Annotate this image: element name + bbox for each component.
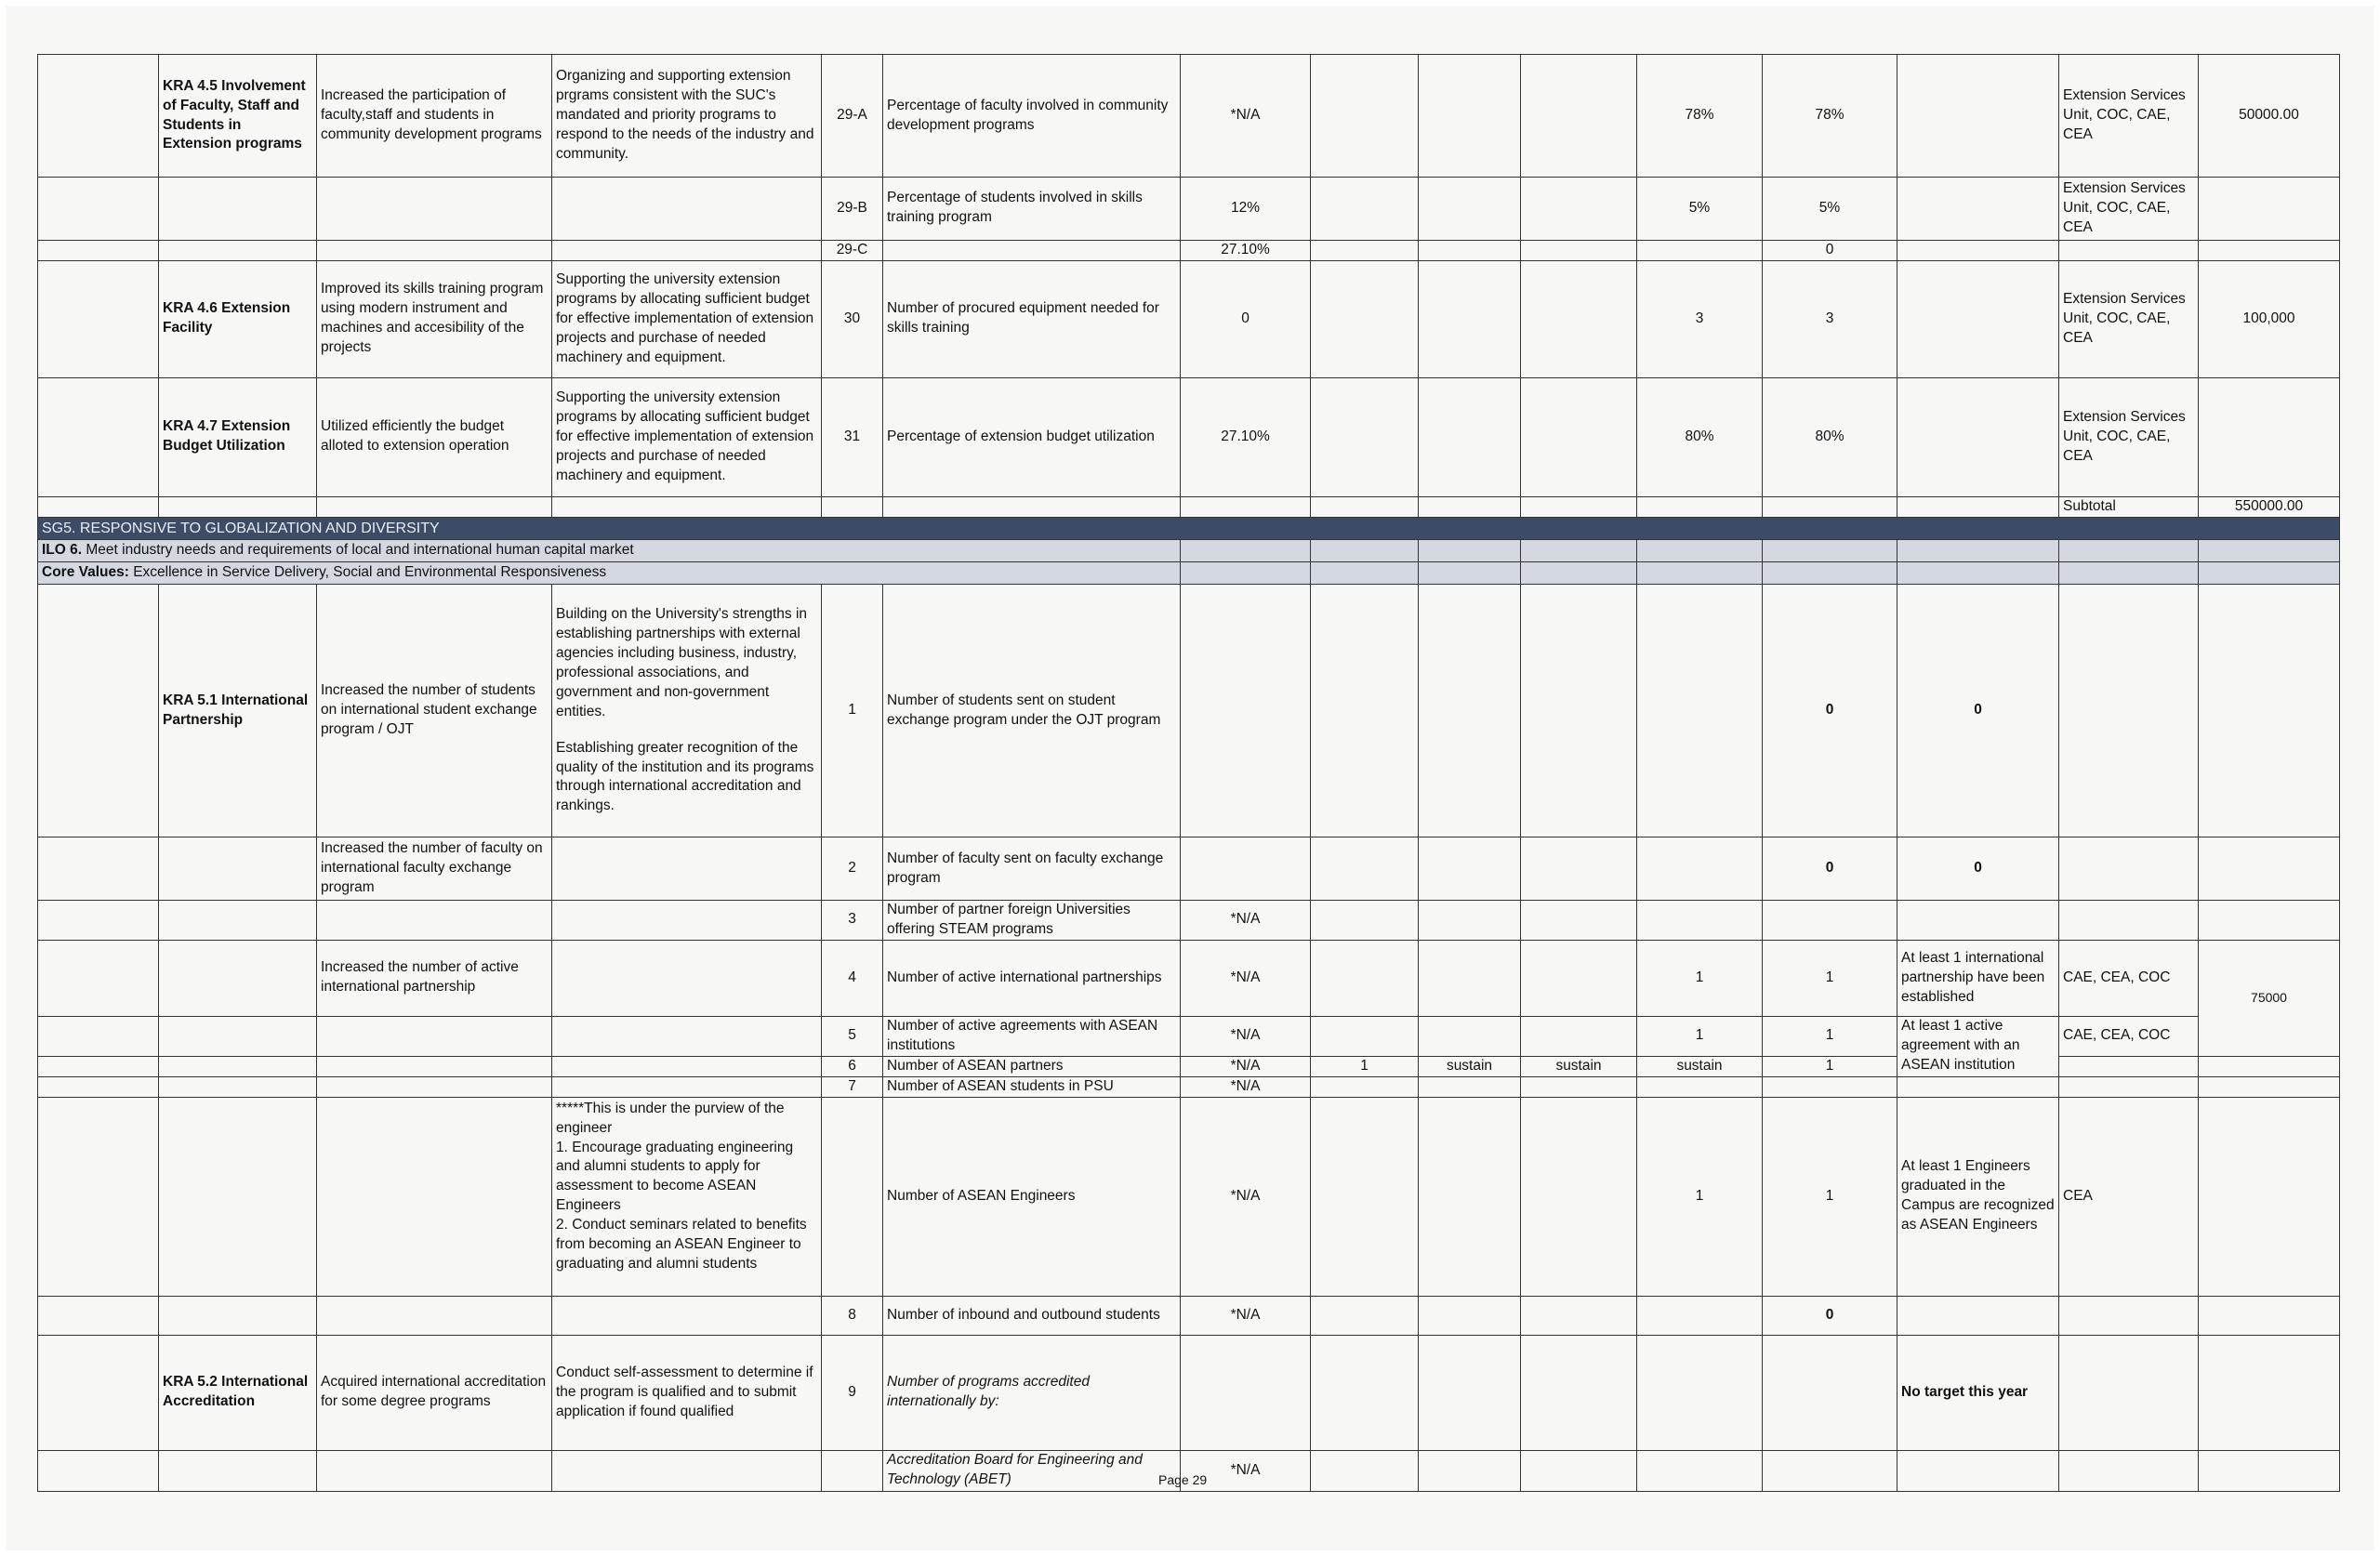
- strategy-cell: Supporting the university extension programs by allocating sufficient budget for effective implementation of extension projects and purchase of needed machinery and equipment.: [552, 260, 822, 377]
- indicator-cell: Accreditation Board for Engineering and Technology (ABET): [883, 1450, 1181, 1491]
- budget-cell: [2199, 240, 2340, 260]
- indicator-number: 29-C: [822, 240, 883, 260]
- ilo-row: [38, 540, 2340, 562]
- target-cell: 1: [1763, 1097, 1897, 1296]
- indicator-number: 1: [822, 585, 883, 837]
- indicator-cell: Number of inbound and outbound students: [883, 1296, 1181, 1335]
- table-row: [38, 837, 2340, 901]
- q4-cell: [1637, 240, 1763, 260]
- remarks-cell: At least 1 Engineers graduated in the Campus are recognized as ASEAN Engineers: [1897, 1097, 2059, 1296]
- indicator-cell: Number of faculty sent on faculty exchange program: [883, 837, 1181, 901]
- target-cell: 0: [1763, 1296, 1897, 1335]
- q3-cell: [1521, 178, 1637, 241]
- office-cell: Extension Services Unit, COC, CAE, CEA: [2059, 377, 2199, 496]
- remarks-cell: At least 1 active agreement with an ASEAN institution: [1897, 1016, 2059, 1076]
- indicator-cell: Percentage of extension budget utilization: [883, 377, 1181, 496]
- baseline-cell: *N/A: [1181, 1076, 1311, 1097]
- q2-cell: [1419, 240, 1521, 260]
- indicator-cell: Number of partner foreign Universities offering STEAM programs: [883, 900, 1181, 940]
- baseline-cell: *N/A: [1181, 940, 1311, 1016]
- budget-cell: [2199, 178, 2340, 241]
- kra-cell: KRA 4.7 Extension Budget Utilization: [159, 377, 317, 496]
- baseline-cell: *N/A: [1181, 55, 1311, 178]
- office-cell: CAE, CEA, COC: [2059, 940, 2199, 1016]
- q1-cell: [1311, 240, 1419, 260]
- q2-cell: [1419, 55, 1521, 178]
- table-row: [38, 1296, 2340, 1335]
- strategy-cell: [552, 240, 822, 260]
- remarks-cell: 0: [1897, 837, 2059, 901]
- office-cell: Extension Services Unit, COC, CAE, CEA: [2059, 178, 2199, 241]
- objective-cell: Increased the number of students on international student exchange program / OJT: [317, 585, 552, 837]
- indicator-number: 7: [822, 1076, 883, 1097]
- table-row: [38, 240, 2340, 260]
- table-row: [38, 900, 2340, 940]
- office-cell: CEA: [2059, 1097, 2199, 1296]
- q4-cell: 5%: [1637, 178, 1763, 241]
- table-row: [38, 1335, 2340, 1450]
- strategy-cell: Organizing and supporting extension prgrams consistent with the SUC's mandated and priority programs to respond to the needs of the industry and community.: [552, 55, 822, 178]
- budget-cell: 50000.00: [2199, 55, 2340, 178]
- table-row: [38, 260, 2340, 377]
- remarks-cell: 0: [1897, 585, 2059, 837]
- indicator-cell: Number of active agreements with ASEAN institutions: [883, 1016, 1181, 1056]
- indicator-cell: Number of ASEAN students in PSU: [883, 1076, 1181, 1097]
- target-cell: 1: [1763, 1016, 1897, 1056]
- remarks-cell: [1897, 178, 2059, 241]
- remarks-cell: [1897, 55, 2059, 178]
- budget-cell: 100,000: [2199, 260, 2340, 377]
- strategy-cell: Conduct self-assessment to determine if the program is qualified and to submit application if found qualified: [552, 1335, 822, 1450]
- q1-cell: [1311, 55, 1419, 178]
- core-values-label: Core Values: Excellence in Service Delivery, Social and Environmental Responsiveness: [38, 562, 1181, 585]
- q1-cell: [1311, 178, 1419, 241]
- q4-cell: 1: [1637, 940, 1763, 1016]
- indicator-number: 8: [822, 1296, 883, 1335]
- target-cell: 78%: [1763, 55, 1897, 178]
- subtotal-label: Subtotal: [2059, 496, 2199, 517]
- baseline-cell: *N/A: [1181, 1450, 1311, 1491]
- target-cell: 5%: [1763, 178, 1897, 241]
- indicator-cell: Percentage of faculty involved in community development programs: [883, 55, 1181, 178]
- empty-cell: [38, 240, 159, 260]
- objective-cell: [317, 178, 552, 241]
- indicator-cell: Number of programs accredited internationally by:: [883, 1335, 1181, 1450]
- empty-cell: [38, 377, 159, 496]
- core-values-row: [38, 562, 2340, 585]
- table-row: [38, 55, 2340, 178]
- indicator-number: 2: [822, 837, 883, 901]
- objective-cell: Increased the participation of faculty,staff and students in community development programs: [317, 55, 552, 178]
- baseline-cell: *N/A: [1181, 1016, 1311, 1056]
- empty-cell: [38, 178, 159, 241]
- objective-cell: Increased the number of active international partnership: [317, 940, 552, 1016]
- objective-cell: Acquired international accreditation for some degree programs: [317, 1335, 552, 1450]
- sg5-band: [38, 517, 2340, 540]
- table-row: [38, 178, 2340, 241]
- baseline-cell: 27.10%: [1181, 240, 1311, 260]
- office-cell: CAE, CEA, COC: [2059, 1016, 2199, 1056]
- q3-cell: sustain: [1521, 1056, 1637, 1076]
- baseline-cell: *N/A: [1181, 900, 1311, 940]
- q3-cell: [1521, 240, 1637, 260]
- indicator-number: 4: [822, 940, 883, 1016]
- indicator-number: 29-A: [822, 55, 883, 178]
- strategy-cell: *****This is under the purview of the engineer 1. Encourage graduating engineering and alumni students to apply for assessment to become ASEAN Engineers 2. Conduct seminars related to benefits from becoming an ASEAN Engineer to graduating and alumni students: [552, 1097, 822, 1296]
- indicator-number: 29-B: [822, 178, 883, 241]
- kra-cell: [159, 240, 317, 260]
- kra-cell: KRA 4.6 Extension Facility: [159, 260, 317, 377]
- baseline-cell: *N/A: [1181, 1296, 1311, 1335]
- subtotal-value: 550000.00: [2199, 496, 2340, 517]
- q2-cell: [1419, 260, 1521, 377]
- target-cell: 0: [1763, 240, 1897, 260]
- table-row: [38, 1097, 2340, 1296]
- strategy-cell: [552, 178, 822, 241]
- remarks-cell: [1897, 260, 2059, 377]
- kra-cell: KRA 5.1 International Partnership: [159, 585, 317, 837]
- q2-cell: [1419, 178, 1521, 241]
- office-cell: Extension Services Unit, COC, CAE, CEA: [2059, 260, 2199, 377]
- indicator-number: 30: [822, 260, 883, 377]
- ilo-label: ILO 6. Meet industry needs and requirements of local and international human capital market: [38, 540, 1181, 562]
- subtotal-row: [38, 496, 2340, 517]
- baseline-cell: 27.10%: [1181, 377, 1311, 496]
- q3-cell: [1521, 260, 1637, 377]
- indicator-number: 5: [822, 1016, 883, 1056]
- indicator-cell: Number of ASEAN Engineers: [883, 1097, 1181, 1296]
- q4-cell: 78%: [1637, 55, 1763, 178]
- q1-cell: 1: [1311, 1056, 1419, 1076]
- table-row: [38, 585, 2340, 837]
- baseline-cell: 12%: [1181, 178, 1311, 241]
- empty-cell: [38, 55, 159, 178]
- q1-cell: [1311, 377, 1419, 496]
- table-row: [38, 1016, 2340, 1056]
- strategy-cell: Supporting the university extension programs by allocating sufficient budget for effective implementation of extension projects and purchase of needed machinery and equipment.: [552, 377, 822, 496]
- empty-cell: [38, 260, 159, 377]
- q4-cell: sustain: [1637, 1056, 1763, 1076]
- objective-cell: [317, 240, 552, 260]
- baseline-cell: *N/A: [1181, 1097, 1311, 1296]
- baseline-cell: 0: [1181, 260, 1311, 377]
- q4-cell: 1: [1637, 1097, 1763, 1296]
- indicator-number: 3: [822, 900, 883, 940]
- objective-cell: Improved its skills training program using modern instrument and machines and accesibility of the projects: [317, 260, 552, 377]
- q1-cell: [1311, 260, 1419, 377]
- remarks-cell: At least 1 international partnership have been established: [1897, 940, 2059, 1016]
- strategy-cell: Building on the University's strengths in establishing partnerships with external agencies including business, industry, professional associations, and government and non-government entities. Establishing greater recognition of the quality of the institution and its programs through international accreditation and rankings.: [552, 585, 822, 837]
- kra-cell: KRA 4.5 Involvement of Faculty, Staff and Students in Extension programs: [159, 55, 317, 178]
- target-cell: 80%: [1763, 377, 1897, 496]
- target-cell: 0: [1763, 837, 1897, 901]
- target-cell: 1: [1763, 940, 1897, 1016]
- target-cell: 0: [1763, 585, 1897, 837]
- kra-cell: KRA 5.2 International Accreditation: [159, 1335, 317, 1450]
- table-row: [38, 1076, 2340, 1097]
- budget-cell: [2199, 377, 2340, 496]
- office-cell: [2059, 240, 2199, 260]
- indicator-cell: Number of students sent on student exchange program under the OJT program: [883, 585, 1181, 837]
- table-row: [38, 940, 2340, 1016]
- q2-cell: sustain: [1419, 1056, 1521, 1076]
- q4-cell: 3: [1637, 260, 1763, 377]
- indicator-number: 9: [822, 1335, 883, 1450]
- sg5-title: SG5. RESPONSIVE TO GLOBALIZATION AND DIVERSITY: [38, 517, 2340, 540]
- q2-cell: [1419, 377, 1521, 496]
- indicator-cell: Number of procured equipment needed for skills training: [883, 260, 1181, 377]
- page-number: Page 29: [1158, 1472, 1208, 1487]
- remarks-cell: No target this year: [1897, 1335, 2059, 1450]
- indicator-number: 31: [822, 377, 883, 496]
- indicator-cell: Number of ASEAN partners: [883, 1056, 1181, 1076]
- indicator-cell: Number of active international partnerships: [883, 940, 1181, 1016]
- target-cell: 1: [1763, 1056, 1897, 1076]
- q4-cell: 1: [1637, 1016, 1763, 1056]
- remarks-cell: [1897, 240, 2059, 260]
- q3-cell: [1521, 55, 1637, 178]
- objective-cell: Increased the number of faculty on international faculty exchange program: [317, 837, 552, 901]
- indicator-cell: Percentage of students involved in skills training program: [883, 178, 1181, 241]
- q4-cell: 80%: [1637, 377, 1763, 496]
- remarks-cell: [1897, 377, 2059, 496]
- budget-cell: 75000: [2199, 940, 2340, 1056]
- indicator-cell: [883, 240, 1181, 260]
- operational-plan-table: [37, 54, 2340, 1492]
- office-cell: Extension Services Unit, COC, CAE, CEA: [2059, 55, 2199, 178]
- indicator-number: 6: [822, 1056, 883, 1076]
- table-row: [38, 377, 2340, 496]
- baseline-cell: *N/A: [1181, 1056, 1311, 1076]
- q3-cell: [1521, 377, 1637, 496]
- objective-cell: Utilized efficiently the budget alloted to extension operation: [317, 377, 552, 496]
- target-cell: 3: [1763, 260, 1897, 377]
- kra-cell: [159, 178, 317, 241]
